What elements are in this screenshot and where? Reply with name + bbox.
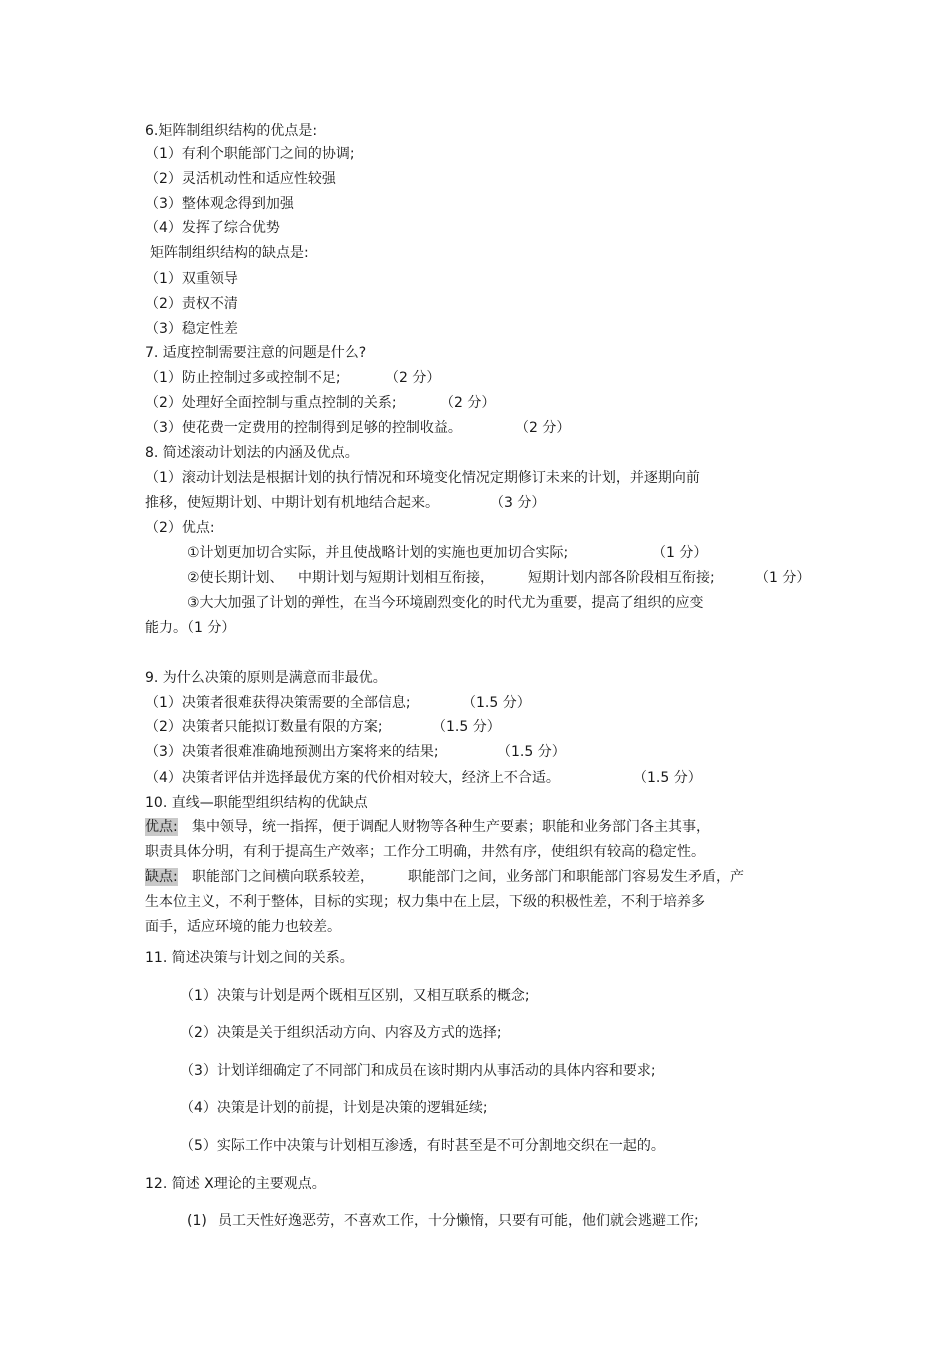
q12-title: 12. 简述 X理论的主要观点。 — [145, 1176, 326, 1192]
q6-con-2: （2）责权不清 — [145, 296, 238, 312]
q7-item-3-score: （2 分） — [515, 420, 571, 436]
q9-item-2-score: （1.5 分） — [432, 719, 501, 735]
q8-p2-title: （2）优点: — [145, 520, 215, 536]
q7-title: 7. 适度控制需要注意的问题是什么? — [145, 345, 367, 361]
q9-title: 9. 为什么决策的原则是满意而非最优。 — [145, 670, 387, 686]
q11-item-2: （2）决策是关于组织活动方向、内容及方式的选择; — [180, 1025, 502, 1041]
q8-adv-2a: ②使长期计划、 — [187, 570, 284, 586]
q7-item-1: （1）防止控制过多或控制不足; — [145, 370, 341, 386]
q8-adv-1: ①计划更加切合实际，并且使战略计划的实施也更加切合实际; — [187, 545, 569, 561]
q9-item-4: （4）决策者评估并选择最优方案的代价相对较大，经济上不合适。 — [145, 770, 560, 786]
q8-p1-line2: 推移，使短期计划、中期计划有机地结合起来。 — [145, 495, 439, 511]
q8-adv-1-score: （1 分） — [652, 545, 708, 561]
q9-item-4-score: （1.5 分） — [633, 770, 702, 786]
q10-pros-line1: 集中领导，统一指挥，便于调配人财物等各种生产要素；职能和业务部门各主其事， — [192, 819, 710, 835]
q9-item-3-score: （1.5 分） — [497, 744, 566, 760]
q10-cons-line2: 生本位主义，不利于整体，目标的实现；权力集中在上层，下级的积极性差，不利于培养多 — [145, 894, 705, 910]
q6-cons-title: 矩阵制组织结构的缺点是: — [150, 245, 309, 261]
q6-title: 6.矩阵制组织结构的优点是: — [145, 123, 318, 139]
q11-item-5: （5）实际工作中决策与计划相互渗透，有时甚至是不可分割地交织在一起的。 — [180, 1138, 665, 1154]
q7-item-2: （2）处理好全面控制与重点控制的关系; — [145, 395, 397, 411]
q11-item-1: （1）决策与计划是两个既相互区别，又相互联系的概念; — [180, 988, 530, 1004]
q8-adv-2-score: （1 分） — [755, 570, 811, 586]
q6-con-1: （1）双重领导 — [145, 271, 238, 287]
q11-item-3: （3）计划详细确定了不同部门和成员在该时期内从事活动的具体内容和要求; — [180, 1063, 656, 1079]
q8-adv-3-cont: 能力。（1 分） — [145, 620, 236, 636]
q8-title: 8. 简述滚动计划法的内涵及优点。 — [145, 445, 359, 461]
q10-title: 10. 直线—职能型组织结构的优缺点 — [145, 795, 368, 811]
q8-p1-score: （3 分） — [490, 495, 546, 511]
q6-pro-3: （3）整体观念得到加强 — [145, 196, 294, 212]
q9-item-2: （2）决策者只能拟订数量有限的方案; — [145, 719, 383, 735]
q9-item-1: （1）决策者很难获得决策需要的全部信息; — [145, 695, 411, 711]
q10-pros-label: 优点: — [145, 819, 178, 835]
q9-item-3: （3）决策者很难准确地预测出方案将来的结果; — [145, 744, 439, 760]
q10-pros-line2: 职责具体分明，有利于提高生产效率；工作分工明确，井然有序，使组织有较高的稳定性。 — [145, 844, 705, 860]
q10-cons-line1a: 职能部门之间横向联系较差， — [192, 869, 374, 885]
q11-item-4: （4）决策是计划的前提，计划是决策的逻辑延续; — [180, 1100, 488, 1116]
q8-adv-2c: 短期计划内部各阶段相互衔接; — [528, 570, 715, 586]
q6-pro-4: （4）发挥了综合优势 — [145, 220, 280, 236]
q10-cons-label: 缺点: — [145, 869, 178, 885]
q8-adv-2b: 中期计划与短期计划相互衔接， — [298, 570, 494, 586]
q7-item-2-score: （2 分） — [440, 395, 496, 411]
q9-item-1-score: （1.5 分） — [462, 695, 531, 711]
q12-item-1-text: 员工天性好逸恶劳，不喜欢工作，十分懒惰，只要有可能，他们就会逃避工作; — [218, 1213, 699, 1229]
q11-title: 11. 简述决策与计划之间的关系。 — [145, 950, 354, 966]
q6-con-3: （3）稳定性差 — [145, 321, 238, 337]
q6-pro-2: （2）灵活机动性和适应性较强 — [145, 171, 336, 187]
q10-cons-line3: 面手，适应环境的能力也较差。 — [145, 919, 341, 935]
q8-adv-3: ③大大加强了计划的弹性，在当今环境剧烈变化的时代尤为重要，提高了组织的应变 — [187, 595, 704, 611]
q6-pro-1: （1）有利个职能部门之间的协调; — [145, 146, 355, 162]
q10-cons-line1b: 职能部门之间，业务部门和职能部门容易发生矛盾，产 — [408, 869, 744, 885]
q7-item-1-score: （2 分） — [385, 370, 441, 386]
q8-p1-line1: （1）滚动计划法是根据计划的执行情况和环境变化情况定期修订未来的计划，并逐期向前 — [145, 470, 700, 486]
q7-item-3: （3）使花费一定费用的控制得到足够的控制收益。 — [145, 420, 462, 436]
q12-item-1-num: (1) — [187, 1213, 207, 1229]
